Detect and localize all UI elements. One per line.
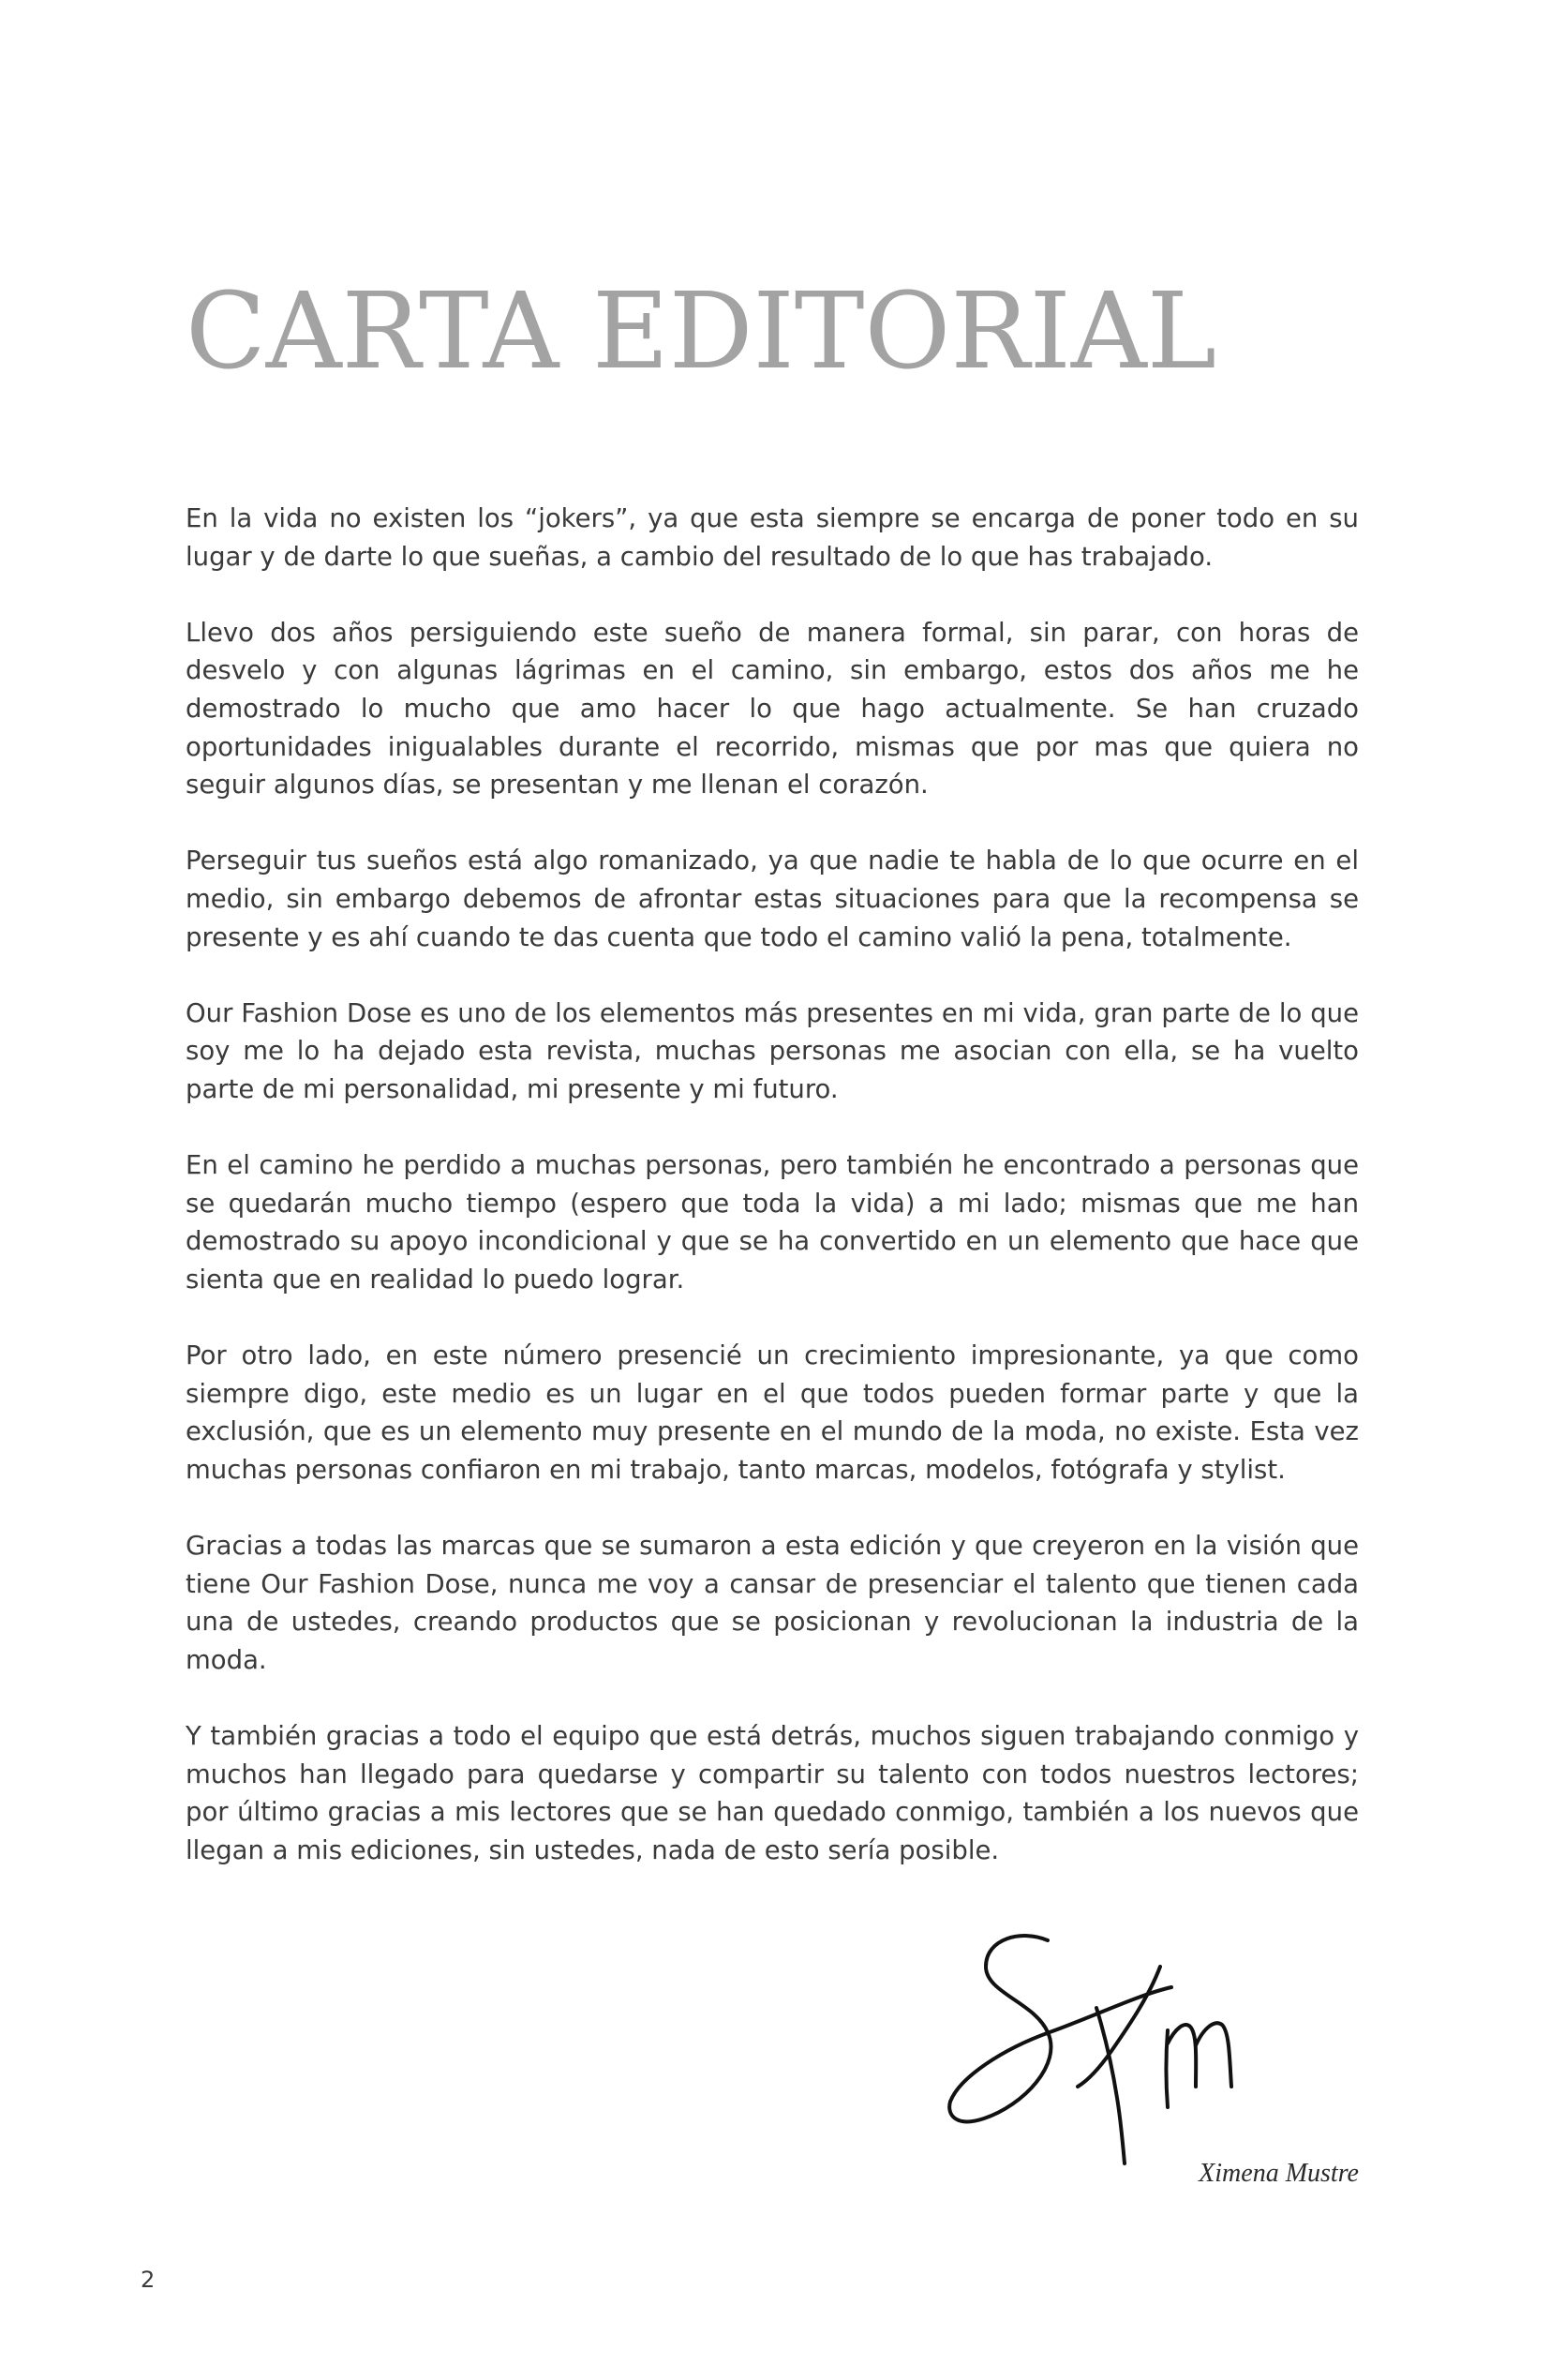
editorial-body <box>186 500 1359 1869</box>
paragraph: Gracias a todas las marcas que se sumaron a esta edición y que creyeron en la visión que tiene Our Fashion Dose, nunca me voy a cansar de presenciar el talento que tienen cada una de ustedes, creando productos que se posicionan y revolucionan la industria de la moda. <box>186 1531 1359 1675</box>
paragraph: En la vida no existen los “jokers”, ya que esta siempre se encarga de poner todo en su lugar y de darte lo que sueñas, a cambio del resultado de lo que has trabajado. <box>186 503 1359 572</box>
signer-name: Ximena Mustre <box>1199 2159 1359 2188</box>
paragraph: Por otro lado, en este número presencié un crecimiento impresionante, ya que como siempre digo, este medio es un lugar en el que todos pueden formar parte y que la exclusión, que es un elemento muy presente en el mundo de la moda, no existe. Esta vez muchas personas confiaron en mi trabajo, tanto marcas, modelos, fotógrafa y stylist. <box>186 1340 1359 1485</box>
paragraph: Our Fashion Dose es uno de los elementos más presentes en mi vida, gran parte de lo que soy me lo ha dejado esta revista, muchas personas me asocian con ella, se ha vuelto parte de mi personalidad, mi presente y mi futuro. <box>186 997 1359 1104</box>
handwritten-signature-icon <box>937 1922 1331 2184</box>
paragraph: Llevo dos años persiguiendo este sueño de manera formal, sin parar, con horas de desvelo y con algunas lágrimas en el camino, sin embargo, estos dos años me he demostrado lo mucho que amo hacer lo que hago actualmente. Se han cruzado oportunidades inigualables durante el recorrido, mismas que por mas que quiera no seguir algunos días, se presentan y me llenan el corazón. <box>186 617 1359 801</box>
paragraph: En el camino he perdido a muchas personas, pero también he encontrado a personas que se quedarán mucho tiempo (espero que toda la vida) a mi lado; mismas que me han demostrado su apoyo incondicional y que se ha convertido en un elemento que hace que sienta que en realidad lo puedo lograr. <box>186 1150 1359 1295</box>
paragraph: Perseguir tus sueños está algo romanizado, ya que nadie te habla de lo que ocurre en el medio, sin embargo debemos de afrontar estas situaciones para que la recompensa se presente y es ahí cuando te das cuenta que todo el camino valió la pena, totalmente. <box>186 846 1359 952</box>
page-title: CARTA EDITORIAL <box>186 271 1217 393</box>
paragraph: Y también gracias a todo el equipo que está detrás, muchos siguen trabajando conmigo y muchos han llegado para quedarse y compartir su talento con todos nuestros lectores; por último gracias a mis lectores que se han quedado conmigo, también a los nuevos que llegan a mis ediciones, sin ustedes, nada de esto sería posible. <box>186 1721 1359 1865</box>
page-number: 2 <box>141 2267 156 2293</box>
